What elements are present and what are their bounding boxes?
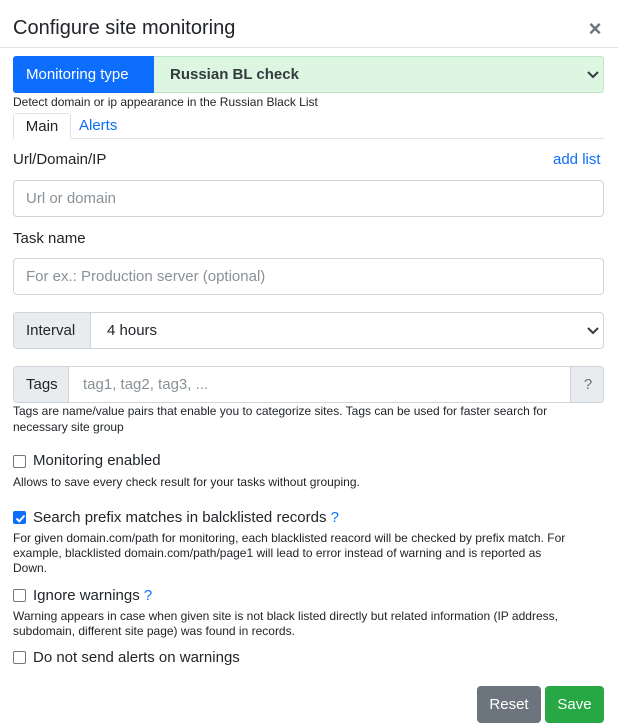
no-alerts-on-warnings-checkbox[interactable] — [13, 651, 26, 664]
url-input-placeholder: Url or domain — [26, 190, 117, 207]
add-list-link[interactable]: add list — [553, 151, 601, 168]
interval-label: Interval — [14, 313, 91, 348]
ignore-warnings-description-line1: Warning appears in case when given site is not black listed directly but related information (IP address, — [13, 609, 558, 623]
modal-header — [0, 0, 618, 48]
task-name-placeholder: For ex.: Production server (optional) — [26, 268, 266, 285]
chevron-down-icon — [586, 67, 600, 81]
prefix-match-description-line1: For given domain.com/path for monitoring, each blacklisted reacord will be checked by prefix match. For — [13, 531, 566, 545]
tags-help-button[interactable]: ? — [570, 367, 604, 402]
prefix-match-description-line2: example, blacklisted domain.com/path/page1 will lead to error instead of warning and is reported as — [13, 546, 542, 560]
prefix-match-description-line3: Down. — [13, 561, 48, 575]
ignore-warnings-help-icon[interactable]: ? — [143, 587, 153, 604]
check-icon — [15, 513, 26, 524]
url-input[interactable] — [13, 180, 604, 217]
monitoring-type-value: Russian BL check — [170, 66, 299, 83]
reset-button[interactable]: Reset — [477, 686, 541, 723]
tags-description-line2: necessary site group — [13, 420, 124, 434]
monitoring-enabled-checkbox[interactable] — [13, 455, 26, 468]
url-label: Url/Domain/IP — [13, 151, 107, 168]
interval-value: 4 hours — [107, 322, 158, 339]
close-icon[interactable]: × — [588, 16, 602, 41]
tab-alerts[interactable]: Alerts — [79, 117, 118, 134]
monitoring-type-description: Detect domain or ip appearance in the Russian Black List — [13, 95, 318, 109]
save-button[interactable]: Save — [545, 686, 604, 723]
monitoring-type-select[interactable] — [13, 56, 604, 93]
ignore-warnings-description-line2: subdomain, different site page) was found in records. — [13, 624, 295, 638]
monitoring-type-label: Monitoring type — [13, 56, 154, 93]
task-name-input[interactable] — [13, 258, 604, 295]
tab-bar — [13, 113, 604, 139]
tags-description-line1: Tags are name/value pairs that enable you to categorize sites. Tags can be used for faster search for — [13, 404, 548, 418]
monitoring-enabled-label[interactable]: Monitoring enabled — [33, 452, 161, 469]
ignore-warnings-checkbox[interactable] — [13, 589, 26, 602]
prefix-match-help-icon[interactable]: ? — [330, 509, 339, 526]
prefix-match-checkbox[interactable] — [13, 511, 26, 524]
tab-main[interactable]: Main — [13, 113, 71, 139]
modal-title: Configure site monitoring — [13, 17, 236, 39]
chevron-down-icon — [586, 323, 600, 337]
ignore-warnings-label[interactable]: Ignore warnings — [33, 587, 140, 604]
tags-input[interactable]: tag1, tag2, tag3, ... — [83, 376, 209, 393]
tags-label: Tags — [14, 367, 69, 402]
tags-input-group — [13, 366, 604, 403]
no-alerts-on-warnings-label[interactable]: Do not send alerts on warnings — [33, 649, 240, 666]
interval-select[interactable] — [13, 312, 604, 349]
prefix-match-label[interactable]: Search prefix matches in balcklisted records — [33, 509, 327, 526]
task-name-label: Task name — [13, 230, 86, 247]
monitoring-enabled-description: Allows to save every check result for your tasks without grouping. — [13, 475, 360, 489]
